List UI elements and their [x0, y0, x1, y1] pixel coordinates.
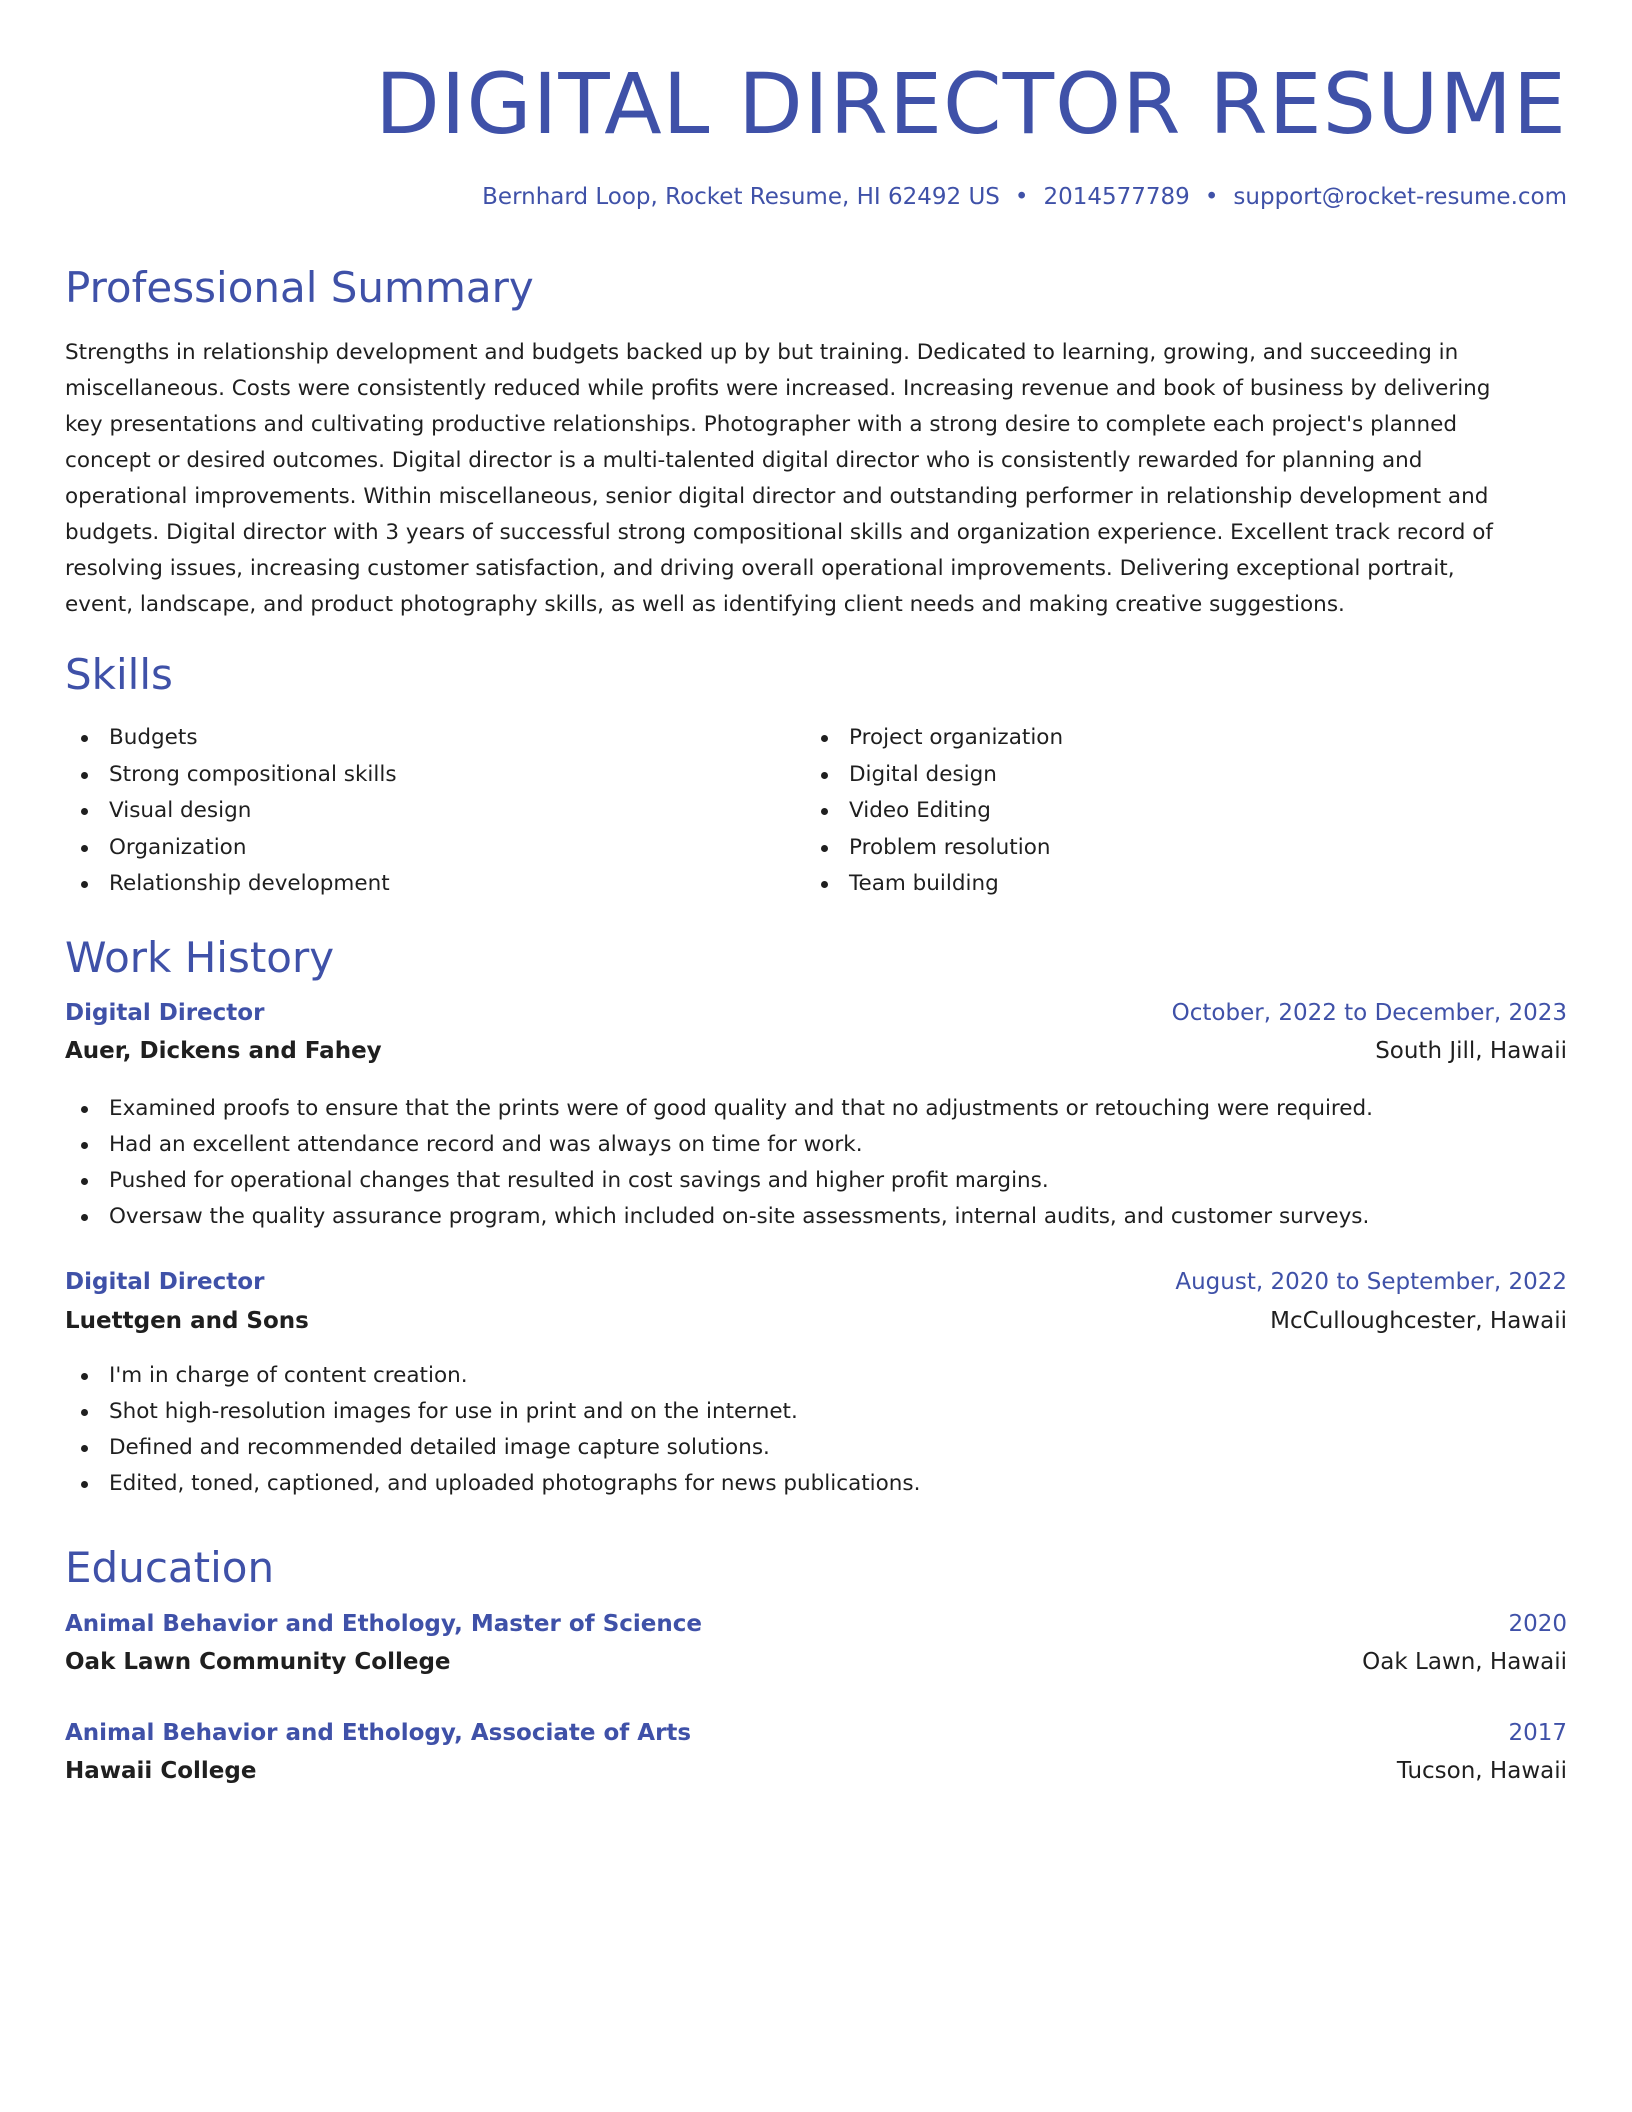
skill-item: Video Editing — [805, 793, 1545, 830]
job-title-row — [65, 998, 1567, 1028]
skill-item: Project organization — [805, 720, 1545, 757]
job-dates: October, 2022 to December, 2023 — [1171, 1000, 1567, 1026]
job-title: Digital Director — [65, 1269, 265, 1295]
bullet-separator: • — [1014, 184, 1029, 210]
job-bullet: Had an excellent attendance record and was always on time for work. — [65, 1127, 1567, 1163]
skill-item: Strong compositional skills — [65, 757, 805, 794]
job-bullet: Examined proofs to ensure that the prints were of good quality and that no adjustments or retouching were required. — [65, 1091, 1567, 1127]
education-degree-row — [65, 1718, 1567, 1748]
education-school-row — [65, 1756, 1567, 1786]
education-school: Oak Lawn Community College — [65, 1649, 451, 1675]
skills-list — [65, 720, 1567, 903]
skills-column-left — [65, 720, 805, 903]
skill-item: Problem resolution — [805, 830, 1545, 867]
job-bullet: Pushed for operational changes that resulted in cost savings and higher profit margins. — [65, 1163, 1567, 1199]
bullet-separator: • — [1204, 184, 1219, 210]
skill-item: Visual design — [65, 793, 805, 830]
education-degree-row — [65, 1609, 1567, 1639]
education-year: 2017 — [1508, 1720, 1567, 1746]
job-dates: August, 2020 to September, 2022 — [1175, 1269, 1567, 1295]
job-location: McCulloughcester, Hawaii — [1270, 1308, 1567, 1334]
job-bullet: Edited, toned, captioned, and uploaded photographs for news publications. — [65, 1466, 1567, 1502]
skill-item: Team building — [805, 866, 1545, 903]
skill-item: Organization — [65, 830, 805, 867]
work-history-heading: Work History — [65, 933, 335, 982]
job-bullets — [65, 1091, 1567, 1235]
job-title-row — [65, 1267, 1567, 1297]
education-location: Oak Lawn, Hawaii — [1362, 1649, 1567, 1675]
job-bullet: Shot high-resolution images for use in print and on the internet. — [65, 1394, 1567, 1430]
job-location: South Jill, Hawaii — [1375, 1038, 1567, 1064]
education-degree: Animal Behavior and Ethology, Associate of Arts — [65, 1720, 692, 1746]
education-year: 2020 — [1508, 1611, 1567, 1637]
education-degree: Animal Behavior and Ethology, Master of Science — [65, 1611, 702, 1637]
skill-item: Digital design — [805, 757, 1545, 794]
contact-address: Bernhard Loop, Rocket Resume, HI 62492 US — [482, 184, 1000, 210]
skills-heading: Skills — [65, 650, 173, 699]
job-bullet: I'm in charge of content creation. — [65, 1358, 1567, 1394]
job-company: Auer, Dickens and Fahey — [65, 1038, 382, 1064]
skill-item: Relationship development — [65, 866, 805, 903]
skills-column-right — [805, 720, 1545, 903]
resume-title: DIGITAL DIRECTOR RESUME — [375, 55, 1567, 153]
job-bullet: Oversaw the quality assurance program, which included on-site assessments, internal audits, and customer surveys. — [65, 1199, 1567, 1235]
summary-text: Strengths in relationship development and budgets backed up by but training. Dedicated to learning, growing, and succeeding in miscellaneous. Costs were consistently reduced while profits were increased. Increasing revenue and book of business by delivering key presentations and cultivating productive relationships. Photographer with a strong desire to complete each project's planned concept or desired outcomes. Digital director is a multi-talented digital director who is consistently rewarded for planning and operational improvements. Within miscellaneous, senior digital director and outstanding performer in relationship development and budgets. Digital director with 3 years of successful strong compositional skills and organization experience. Excellent track record of resolving issues, increasing customer satisfaction, and driving overall operational improvements. Delivering exceptional portrait, event, landscape, and product photography skills, as well as identifying client needs and making creative suggestions. — [65, 340, 1493, 617]
job-company: Luettgen and Sons — [65, 1308, 309, 1334]
job-bullets — [65, 1358, 1567, 1502]
job-company-row — [65, 1036, 1567, 1066]
job-company-row — [65, 1306, 1567, 1336]
education-location: Tucson, Hawaii — [1396, 1758, 1567, 1784]
education-school: Hawaii College — [65, 1758, 257, 1784]
job-bullet: Defined and recommended detailed image capture solutions. — [65, 1430, 1567, 1466]
skill-item: Budgets — [65, 720, 805, 757]
summary-heading: Professional Summary — [65, 263, 534, 312]
contact-email: support@rocket-resume.com — [1233, 184, 1567, 210]
job-title: Digital Director — [65, 1000, 265, 1026]
education-heading: Education — [65, 1543, 275, 1592]
contact-phone: 2014577789 — [1043, 184, 1190, 210]
contact-line — [482, 182, 1567, 212]
education-school-row — [65, 1647, 1567, 1677]
